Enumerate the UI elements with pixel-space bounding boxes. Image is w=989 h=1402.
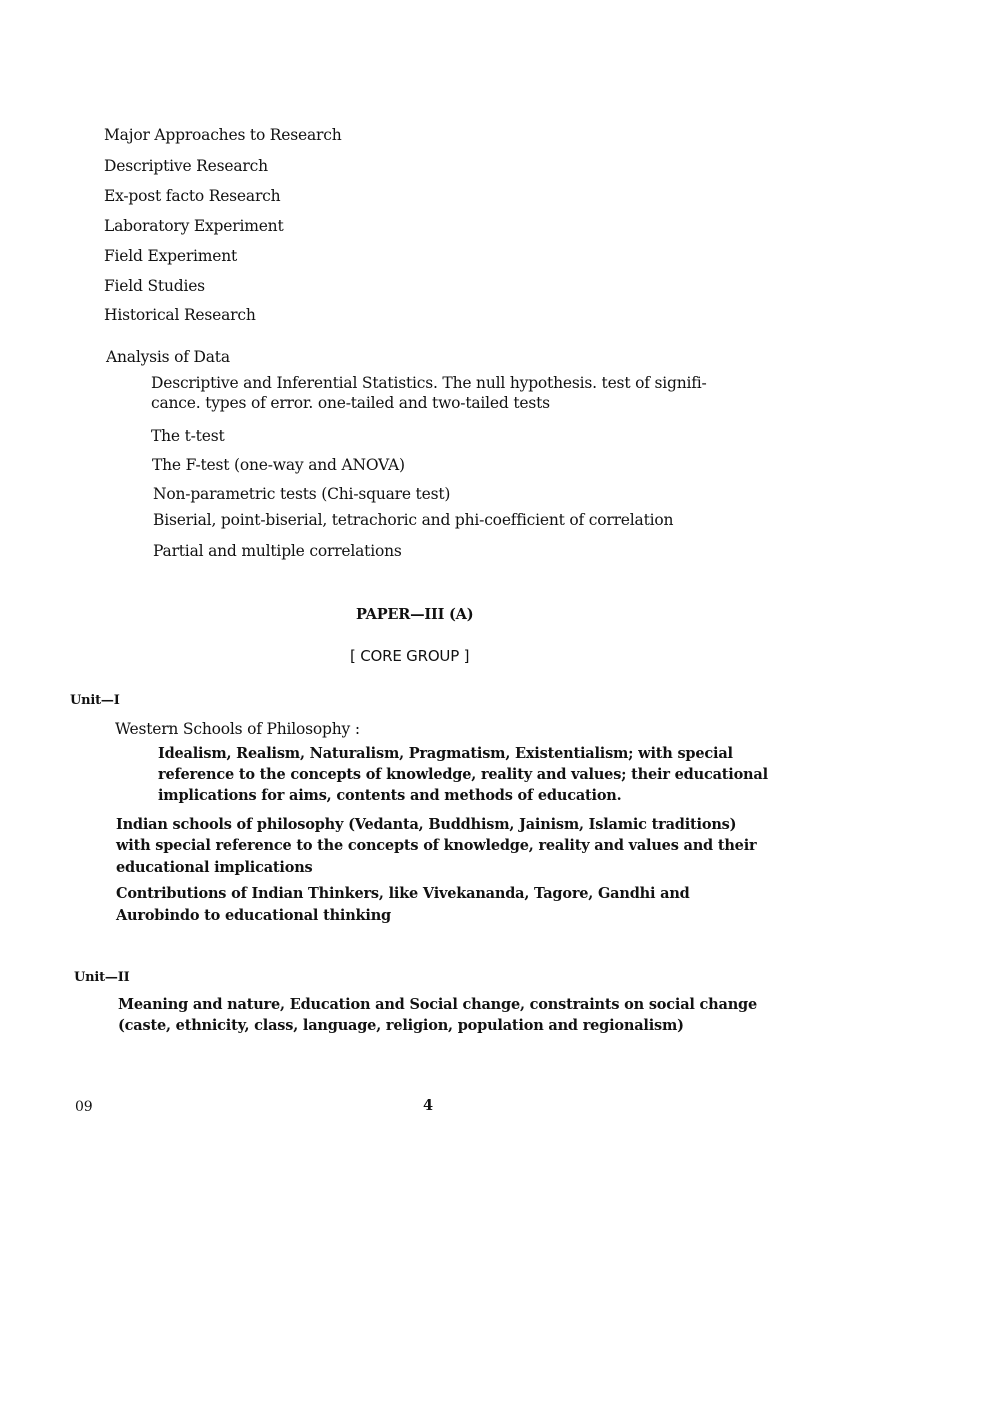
text-line: (caste, ethnicity, class, language, religion, population and regionalism) <box>118 1017 684 1034</box>
page-number: 4 <box>423 1097 433 1114</box>
paper-group: [ CORE GROUP ] <box>350 647 470 665</box>
paper-title: PAPER—III (A) <box>356 606 474 623</box>
analysis-heading: Analysis of Data <box>106 348 230 366</box>
list-item: Descriptive and Inferential Statistics. The null hypothesis. test of signifi- <box>151 374 707 392</box>
list-item: The t-test <box>151 427 225 445</box>
text-line: implications for aims, contents and methods of education. <box>158 787 622 804</box>
list-item: Descriptive Research <box>104 157 268 175</box>
list-item: Field Experiment <box>104 247 238 265</box>
text-line: reference to the concepts of knowledge, reality and values; their educational <box>158 766 768 783</box>
list-item: The F-test (one-way and ANOVA) <box>152 456 405 474</box>
western-heading: Western Schools of Philosophy : <box>115 720 360 738</box>
unit-title: Unit—II <box>74 970 130 985</box>
footer-code: 09 <box>75 1099 93 1115</box>
text-line: Aurobindo to educational thinking <box>116 907 391 924</box>
list-item: Partial and multiple correlations <box>153 542 402 560</box>
text-line: educational implications <box>116 859 313 876</box>
list-item: Biserial, point-biserial, tetrachoric and phi-coefficient of correlation <box>153 511 674 529</box>
list-item: Laboratory Experiment <box>104 217 284 235</box>
unit-title: Unit—I <box>70 693 120 708</box>
text-line: Contributions of Indian Thinkers, like Vivekananda, Tagore, Gandhi and <box>116 885 690 902</box>
text-line: Indian schools of philosophy (Vedanta, Buddhism, Jainism, Islamic traditions) <box>116 816 737 833</box>
text-line: Idealism, Realism, Naturalism, Pragmatism, Existentialism; with special <box>158 745 733 762</box>
text-line: Meaning and nature, Education and Social change, constraints on social change <box>118 996 758 1013</box>
list-item: cance. types of error. one-tailed and two-tailed tests <box>151 394 550 412</box>
list-item: Field Studies <box>104 277 205 295</box>
text-line: with special reference to the concepts of knowledge, reality and values and their <box>116 837 757 854</box>
approaches-heading: Major Approaches to Research <box>104 126 342 144</box>
list-item: Historical Research <box>104 306 256 324</box>
list-item: Non-parametric tests (Chi-square test) <box>153 485 451 503</box>
list-item: Ex-post facto Research <box>104 187 281 205</box>
